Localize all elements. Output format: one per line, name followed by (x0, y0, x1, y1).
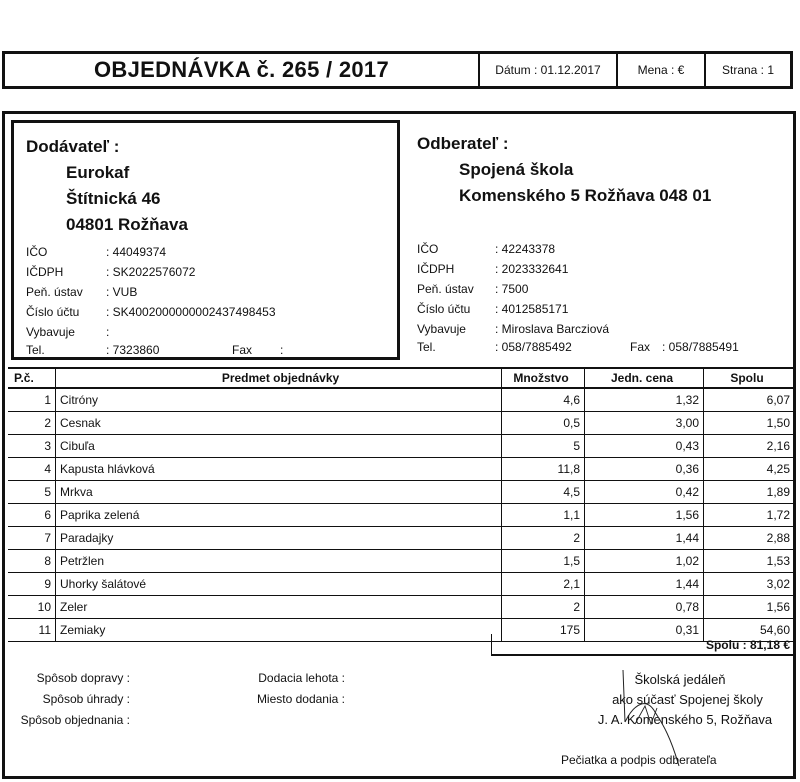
row-unit-price: 1,56 (585, 504, 704, 527)
supplier-name: Eurokaf (66, 163, 130, 182)
row-unit-price: 1,44 (585, 527, 704, 550)
row-total: 3,02 (704, 573, 795, 596)
row-item: Zemiaky (56, 619, 502, 642)
row-total: 1,56 (704, 596, 795, 619)
header-item: Predmet objednávky (56, 368, 502, 388)
delivery-time-label: Dodacia lehota : (258, 671, 345, 685)
row-no: 5 (8, 481, 56, 504)
items-table (8, 367, 794, 642)
customer-box (405, 120, 793, 360)
supplier-account-label: Číslo účtu (26, 305, 80, 319)
row-quantity: 2 (502, 527, 585, 550)
customer-ico-value: : 42243378 (495, 242, 556, 256)
header-quantity: Množstvo (502, 368, 585, 388)
row-item: Cibuľa (56, 435, 502, 458)
supplier-street: Štítnická 46 (66, 189, 161, 208)
supplier-contact-value: : (106, 325, 110, 339)
transport-label: Spôsob dopravy : (36, 671, 130, 685)
supplier-icdph-value: : SK2022576072 (106, 265, 196, 279)
row-unit-price: 1,32 (585, 388, 704, 412)
table-row (8, 481, 794, 504)
row-unit-price: 0,78 (585, 596, 704, 619)
row-unit-price: 0,42 (585, 481, 704, 504)
customer-address: Komenského 5 Rožňava 048 01 (459, 186, 712, 205)
row-item: Petržlen (56, 550, 502, 573)
row-unit-price: 1,02 (585, 550, 704, 573)
supplier-fax-label: Fax (232, 343, 253, 357)
row-item: Zeler (56, 596, 502, 619)
row-total: 2,88 (704, 527, 795, 550)
table-row (8, 573, 794, 596)
row-total: 6,07 (704, 388, 795, 412)
row-no: 6 (8, 504, 56, 527)
row-item: Cesnak (56, 412, 502, 435)
table-row (8, 388, 794, 412)
row-no: 10 (8, 596, 56, 619)
customer-contact-label: Vybavuje (417, 322, 466, 336)
customer-bank-value: : 7500 (495, 282, 529, 296)
row-unit-price: 3,00 (585, 412, 704, 435)
customer-fax-value: : 058/7885491 (662, 340, 739, 354)
customer-phone-label: Tel. (417, 340, 436, 354)
delivery-place-label: Miesto dodania : (256, 692, 345, 706)
row-no: 9 (8, 573, 56, 596)
supplier-ico-label: IČO (26, 245, 48, 259)
row-no: 4 (8, 458, 56, 481)
supplier-contact-label: Vybavuje (26, 325, 75, 339)
row-no: 8 (8, 550, 56, 573)
stamp-line-1: Školská jedáleň (634, 672, 726, 687)
supplier-phone-value: : 7323860 (106, 343, 160, 357)
row-no: 7 (8, 527, 56, 550)
supplier-city: 04801 Rožňava (66, 215, 188, 234)
row-item: Uhorky šalátové (56, 573, 502, 596)
order-method-label: Spôsob objednania : (20, 713, 130, 727)
row-item: Citróny (56, 388, 502, 412)
items-table-header (8, 368, 794, 388)
supplier-box (11, 120, 400, 360)
order-currency: Mena : € (618, 54, 706, 86)
stamp-line-2: ako súčasť Spojenej školy (612, 692, 763, 707)
row-quantity: 1,1 (502, 504, 585, 527)
row-no: 1 (8, 388, 56, 412)
row-no: 11 (8, 619, 56, 642)
header-no: P.č. (8, 368, 56, 388)
customer-account-value: : 4012585171 (495, 302, 569, 316)
row-item: Paradajky (56, 527, 502, 550)
customer-name: Spojená škola (459, 160, 574, 179)
row-quantity: 0,5 (502, 412, 585, 435)
row-quantity: 2,1 (502, 573, 585, 596)
payment-label: Spôsob úhrady : (42, 692, 130, 706)
header-unit-price: Jedn. cena (585, 368, 704, 388)
table-row (8, 550, 794, 573)
row-quantity: 5 (502, 435, 585, 458)
customer-account-label: Číslo účtu (417, 302, 471, 316)
row-quantity: 175 (502, 619, 585, 642)
row-total: 54,60 (704, 619, 795, 642)
row-total: 4,25 (704, 458, 795, 481)
stamp-line-3: J. A. Komenského 5, Rožňava (597, 712, 773, 727)
order-header-bar (2, 51, 793, 89)
row-total: 1,89 (704, 481, 795, 504)
supplier-heading: Dodávateľ : (26, 137, 120, 156)
order-page: Strana : 1 (721, 63, 775, 77)
row-unit-price: 0,31 (585, 619, 704, 642)
row-no: 3 (8, 435, 56, 458)
order-title: OBJEDNÁVKA č. 265 / 2017 (5, 54, 480, 86)
row-unit-price: 0,43 (585, 435, 704, 458)
customer-phone-value: : 058/7885492 (495, 340, 572, 354)
row-quantity: 1,5 (502, 550, 585, 573)
row-unit-price: 0,36 (585, 458, 704, 481)
supplier-fax-value: : (280, 343, 284, 357)
row-total: 1,72 (704, 504, 795, 527)
customer-icdph-label: IČDPH (417, 262, 455, 276)
row-total: 1,53 (704, 550, 795, 573)
row-quantity: 2 (502, 596, 585, 619)
order-date: Dátum : 01.12.2017 (480, 54, 618, 86)
row-quantity: 11,8 (502, 458, 585, 481)
row-total: 1,50 (704, 412, 795, 435)
row-unit-price: 1,44 (585, 573, 704, 596)
customer-contact-value: : Miroslava Barcziová (495, 322, 610, 336)
table-row (8, 412, 794, 435)
row-quantity: 4,6 (502, 388, 585, 412)
table-row (8, 435, 794, 458)
supplier-bank-value: : VUB (106, 285, 138, 299)
row-item: Mrkva (56, 481, 502, 504)
customer-ico-label: IČO (417, 242, 439, 256)
row-total: 2,16 (704, 435, 795, 458)
supplier-phone-label: Tel. (26, 343, 45, 357)
supplier-ico-value: : 44049374 (106, 245, 167, 259)
row-no: 2 (8, 412, 56, 435)
table-row (8, 596, 794, 619)
supplier-bank-label: Peň. ústav (26, 285, 83, 299)
signature-note: Pečiatka a podpis odberateľa (561, 753, 717, 767)
header-total: Spolu (704, 368, 795, 388)
customer-heading: Odberateľ : (417, 134, 509, 153)
table-row (8, 527, 794, 550)
row-item: Kapusta hlávková (56, 458, 502, 481)
row-item: Paprika zelená (56, 504, 502, 527)
customer-fax-label: Fax (630, 340, 651, 354)
customer-bank-label: Peň. ústav (417, 282, 474, 296)
row-quantity: 4,5 (502, 481, 585, 504)
order-sum: Spolu : 81,18 € (491, 634, 794, 656)
supplier-account-value: : SK4002000000002437498453 (106, 305, 276, 319)
supplier-icdph-label: IČDPH (26, 265, 64, 279)
customer-icdph-value: : 2023332641 (495, 262, 569, 276)
order-body (2, 111, 796, 779)
table-row (8, 504, 794, 527)
table-row (8, 458, 794, 481)
